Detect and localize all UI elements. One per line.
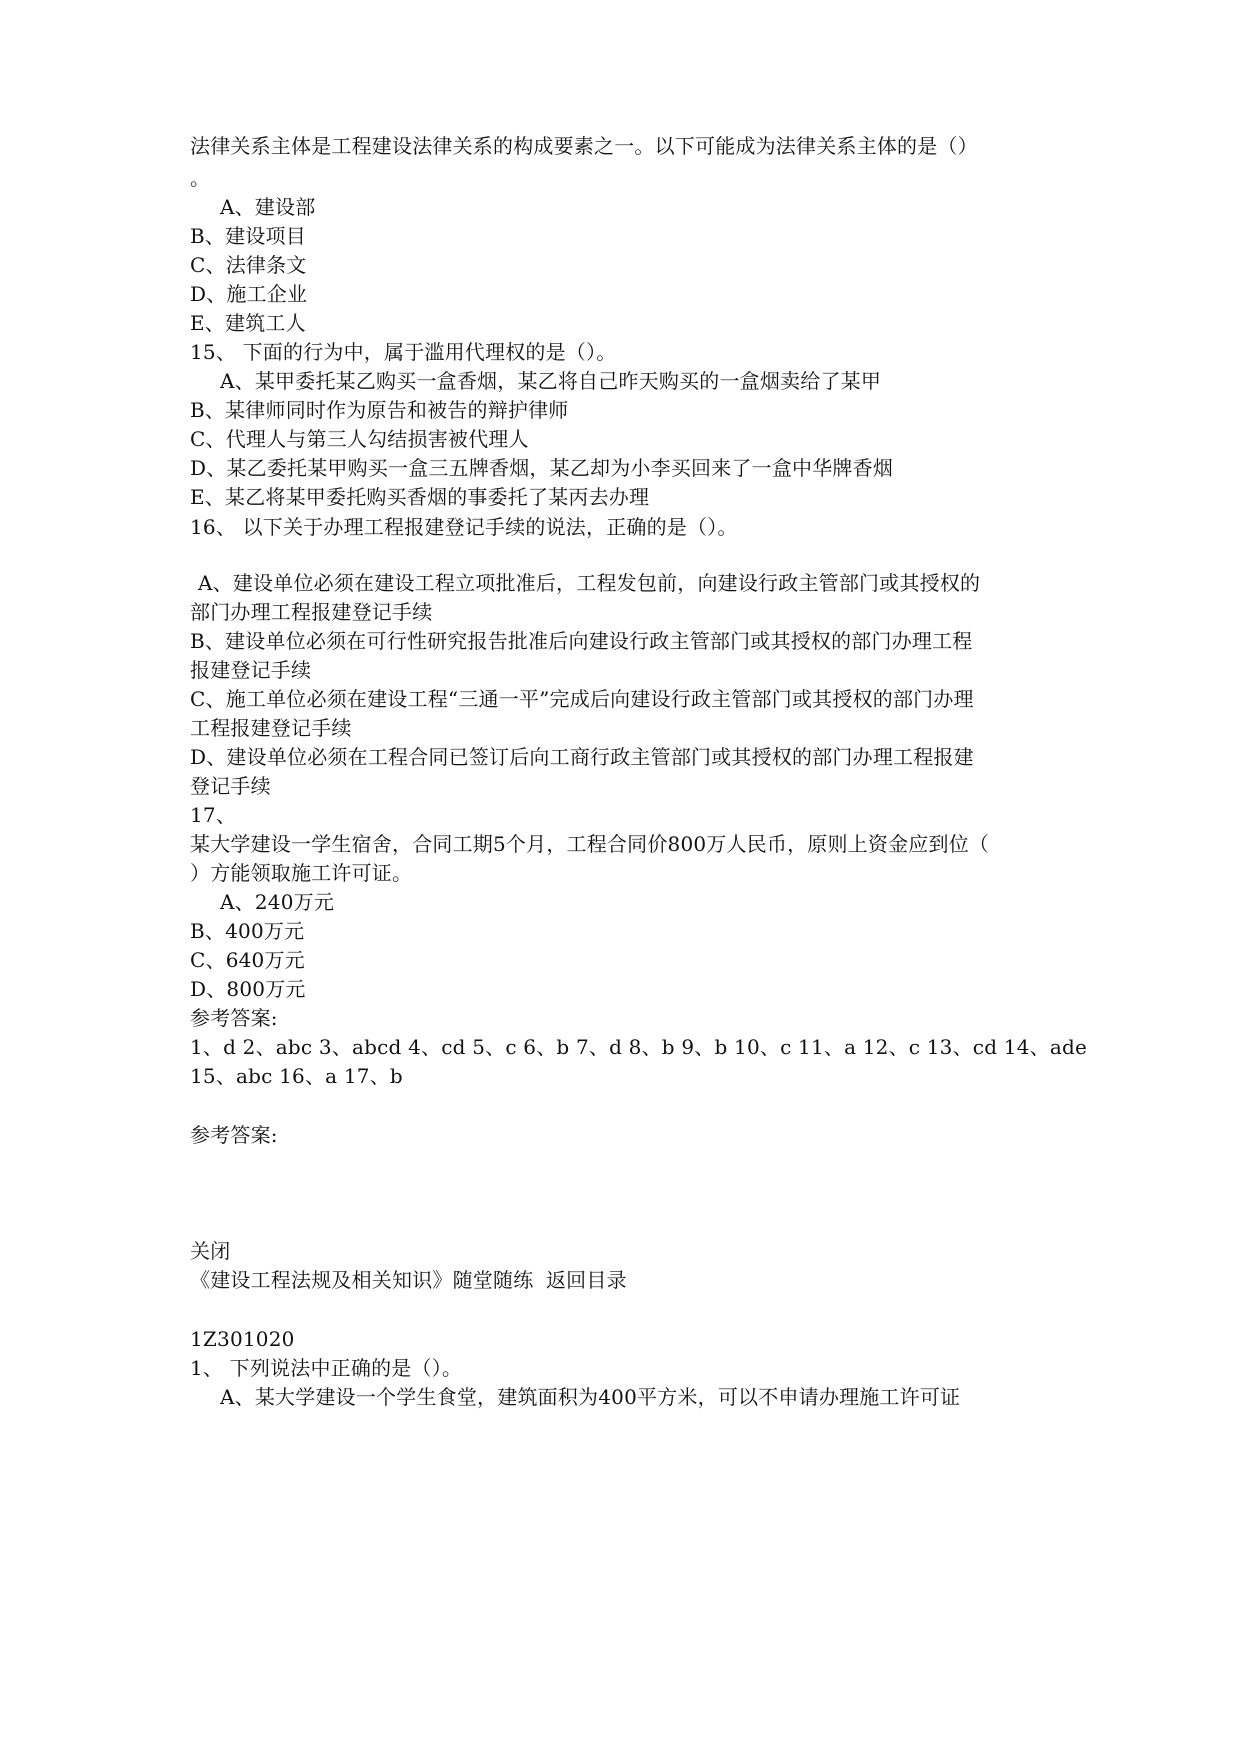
- q14-stem-line2: 。: [190, 166, 211, 190]
- q16-option-d-line1: D、建设单位必须在工程合同已签订后向工商行政主管部门或其授权的部门办理工程报建: [190, 745, 974, 769]
- back-to-contents-link[interactable]: 返回目录: [545, 1268, 627, 1292]
- q17-number: 17、: [190, 803, 237, 827]
- q16-stem: 16、 以下关于办理工程报建登记手续的说法，正确的是（）。: [190, 515, 738, 539]
- q15-stem: 15、 下面的行为中，属于滥用代理权的是（）。: [190, 340, 617, 364]
- q17-stem-line1: 某大学建设一学生宿舍，合同工期5个月，工程合同价800万人民币，原则上资金应到位（: [190, 832, 990, 856]
- section-q1-option-a: A、某大学建设一个学生食堂，建筑面积为400平方米，可以不申请办理施工许可证: [220, 1385, 961, 1409]
- q16-option-b-line2: 报建登记手续: [190, 658, 312, 682]
- q14-option-d: D、施工企业: [190, 282, 308, 306]
- q14-option-e: E、建筑工人: [190, 311, 306, 335]
- q15-option-e: E、某乙将某甲委托购买香烟的事委托了某丙去办理: [190, 485, 650, 509]
- q15-option-d: D、某乙委托某甲购买一盒三五牌香烟，某乙却为小李买回来了一盒中华牌香烟: [190, 456, 894, 480]
- q15-option-b: B、某律师同时作为原告和被告的辩护律师: [190, 398, 569, 422]
- q14-option-a: A、建设部: [220, 195, 316, 219]
- answer-key-line1: 1、d 2、abc 3、abcd 4、cd 5、c 6、b 7、d 8、b 9、b 10、c 11、a 12、c 13、cd 14、ade: [190, 1035, 1087, 1059]
- q17-option-a: A、240万元: [220, 890, 335, 914]
- q17-stem-line2: ）方能领取施工许可证。: [190, 861, 413, 885]
- close-link[interactable]: 关闭: [190, 1239, 231, 1263]
- q16-option-b-line1: B、建设单位必须在可行性研究报告批准后向建设行政主管部门或其授权的部门办理工程: [190, 629, 973, 653]
- q16-option-a-line1: A、建设单位必须在建设工程立项批准后，工程发包前，向建设行政主管部门或其授权的: [198, 571, 981, 595]
- q15-option-a: A、某甲委托某乙购买一盒香烟，某乙将自己昨天购买的一盒烟卖给了某甲: [220, 369, 882, 393]
- section-q1-stem: 1、 下列说法中正确的是（）。: [190, 1356, 463, 1380]
- q16-option-d-line2: 登记手续: [190, 774, 271, 798]
- q15-option-c: C、代理人与第三人勾结损害被代理人: [190, 427, 529, 451]
- answer-key-label-2: 参考答案:: [190, 1123, 278, 1147]
- q17-option-c: C、640万元: [190, 948, 305, 972]
- q14-stem-line1: 法律关系主体是工程建设法律关系的构成要素之一。以下可能成为法律关系主体的是（）: [190, 134, 978, 158]
- answer-key-line2: 15、abc 16、a 17、b: [190, 1064, 403, 1088]
- answer-key-label: 参考答案:: [190, 1006, 278, 1030]
- q17-option-d: D、800万元: [190, 977, 306, 1001]
- course-title-link[interactable]: 《建设工程法规及相关知识》随堂随练: [190, 1268, 534, 1292]
- q14-option-b: B、建设项目: [190, 224, 306, 248]
- q16-option-c-line2: 工程报建登记手续: [190, 716, 352, 740]
- section-code: 1Z301020: [190, 1327, 295, 1351]
- q14-option-c: C、法律条文: [190, 253, 307, 277]
- q17-option-b: B、400万元: [190, 919, 305, 943]
- q16-option-a-line2: 部门办理工程报建登记手续: [190, 600, 433, 624]
- nav-links-row: [190, 1265, 627, 1295]
- q16-option-c-line1: C、施工单位必须在建设工程“三通一平”完成后向建设行政主管部门或其授权的部门办理: [190, 687, 974, 711]
